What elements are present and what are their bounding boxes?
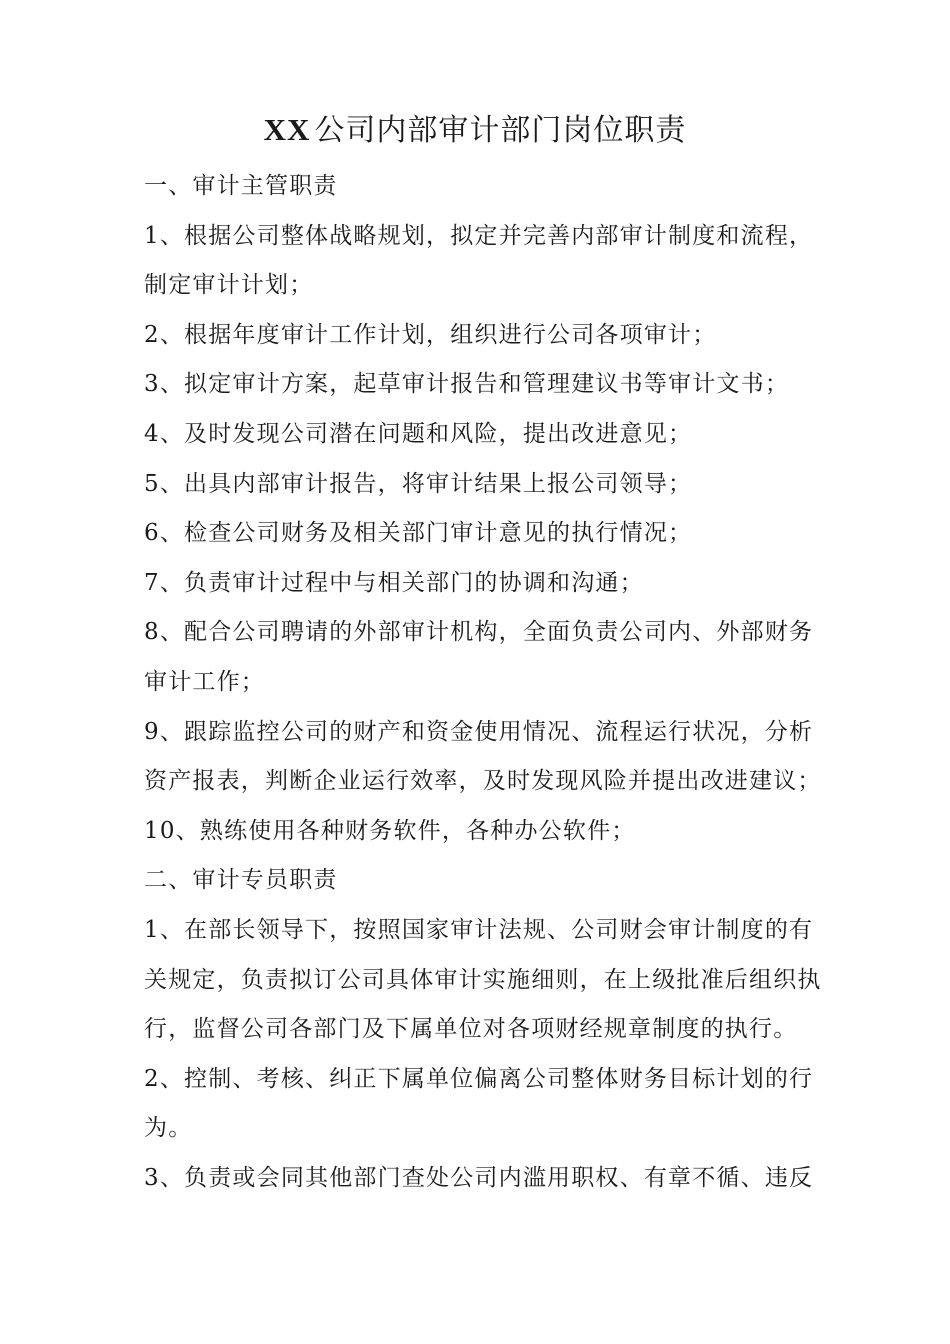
section-heading: 二、审计专员职责 — [144, 867, 338, 894]
paragraph-line: 7、负责审计过程中与相关部门的协调和沟通； — [144, 569, 644, 596]
paragraph-line: 审计工作； — [144, 668, 265, 695]
paragraph-line: 2、控制、考核、纠正下属单位偏离公司整体财务目标计划的行 — [144, 1065, 814, 1092]
section-heading: 一、审计主管职责 — [144, 173, 338, 199]
paragraph-line: 1、在部长领导下，按照国家审计法规、公司财会审计制度的有 — [144, 916, 814, 943]
paragraph-line: 3、拟定审计方案，起草审计报告和管理建议书等审计文书； — [144, 371, 790, 398]
paragraph-line: 5、出具内部审计报告，将审计结果上报公司领导； — [144, 470, 693, 497]
title-prefix: XX — [263, 112, 311, 147]
paragraph-line: 3、负责或会同其他部门查处公司内滥用职权、有章不循、违反 — [144, 1164, 814, 1191]
paragraph-line: 6、检查公司财务及相关部门审计意见的执行情况； — [144, 520, 693, 547]
paragraph-line: 9、跟踪监控公司的财产和资金使用情况、流程运行状况，分析 — [144, 718, 814, 745]
paragraph-line: 1、根据公司整体战略规划，拟定并完善内部审计制度和流程， — [144, 222, 814, 249]
paragraph-line: 为。 — [144, 1115, 193, 1142]
paragraph-line: 10、熟练使用各种财务软件，各种办公软件； — [144, 817, 636, 844]
paragraph-line: 行，监督公司各部门及下属单位对各项财经规章制度的执行。 — [144, 1016, 798, 1043]
paragraph-line: 2、根据年度审计工作计划，组织进行公司各项审计； — [144, 321, 717, 348]
paragraph-line: 8、配合公司聘请的外部审计机构，全面负责公司内、外部财务 — [144, 619, 814, 646]
paragraph-line: 关规定，负责拟订公司具体审计实施细则，在上级批准后组织执 — [144, 966, 822, 993]
paragraph-line: 资产报表，判断企业运行效率，及时发现风险并提出改进建议； — [144, 768, 822, 795]
paragraph-line: 制定审计计划； — [144, 272, 314, 299]
document-title — [0, 108, 950, 153]
title-text: 公司内部审计部门岗位职责 — [314, 113, 687, 148]
paragraph-line: 4、及时发现公司潜在问题和风险，提出改进意见； — [144, 420, 693, 447]
document-body — [144, 162, 822, 1203]
